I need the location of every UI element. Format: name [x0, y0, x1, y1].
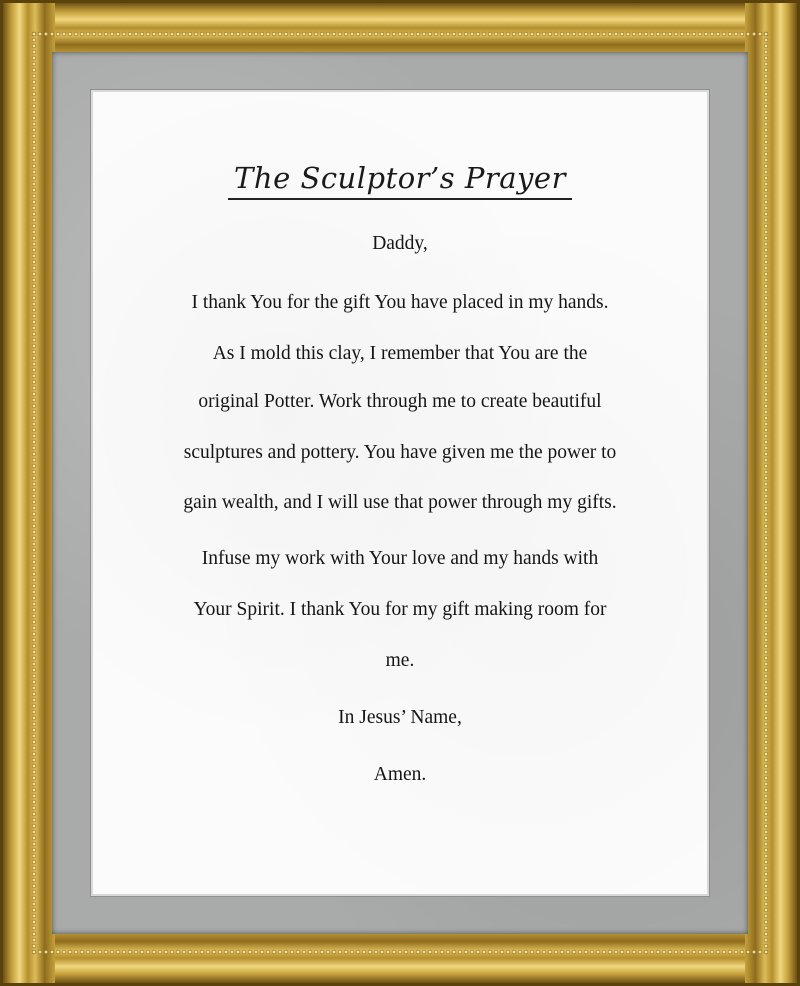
amen: Amen. [373, 764, 427, 785]
prayer-line: me. [385, 650, 415, 671]
prayer-line: As I mold this clay, I remember that You are the [212, 343, 588, 364]
frame-bead-top [31, 31, 769, 37]
closing-line: In Jesus’ Name, [338, 707, 462, 728]
prayer-line: sculptures and pottery. You have given me the power to [183, 442, 617, 463]
salutation: Daddy, [372, 233, 428, 254]
frame-bead-bottom [31, 949, 769, 955]
prayer-line: Your Spirit. I thank You for my gift making room for [193, 599, 607, 620]
frame-left-rail [3, 3, 55, 983]
frame-bead-left [31, 31, 37, 955]
frame-right-rail [745, 3, 797, 983]
prayer-line: Infuse my work with Your love and my hands with [201, 548, 599, 569]
prayer-line: gain wealth, and I will use that power through my gifts. [183, 492, 617, 513]
prayer-line: original Potter. Work through me to create beautiful [198, 391, 602, 412]
frame-top-rail [3, 3, 797, 55]
frame-bottom-rail [3, 931, 797, 983]
prayer-document [91, 90, 709, 896]
frame-bead-right [763, 31, 769, 955]
title-wrap [93, 160, 707, 200]
document-title: The Sculptor’s Prayer [228, 160, 572, 200]
prayer-line: I thank You for the gift You have placed in my hands. [191, 292, 609, 313]
